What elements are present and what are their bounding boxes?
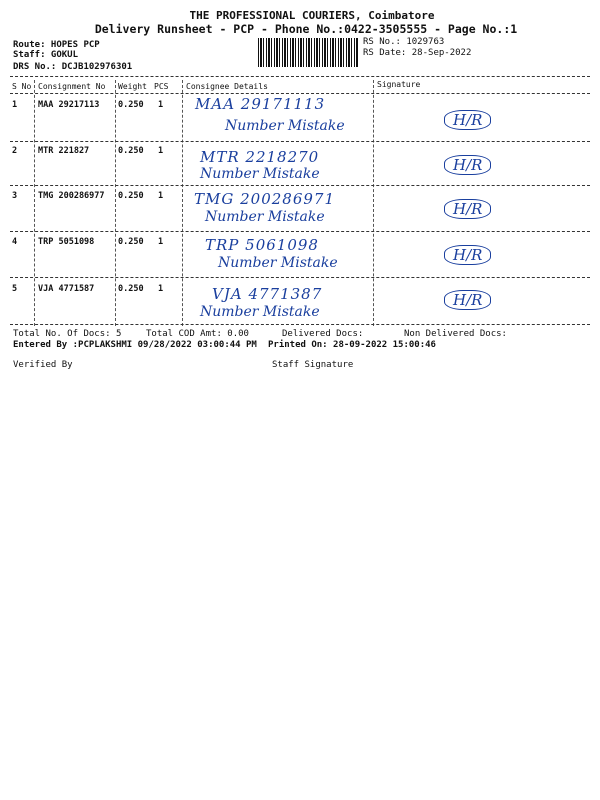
handwritten-remark: Number Mistake bbox=[200, 166, 320, 182]
signature-hr: H/R bbox=[444, 110, 491, 130]
column-separator bbox=[373, 80, 374, 326]
row-sno: 3 bbox=[12, 191, 18, 201]
row-consignment: TMG 200286977 bbox=[38, 191, 105, 201]
company-title: THE PROFESSIONAL COURIERS, Coimbatore bbox=[189, 9, 435, 22]
row-consignment: MTR 221827 bbox=[38, 146, 90, 156]
row-rule bbox=[10, 277, 590, 278]
non-delivered-docs: Non Delivered Docs: bbox=[404, 329, 507, 339]
signature-hr: H/R bbox=[444, 290, 491, 310]
row-pcs: 1 bbox=[158, 191, 164, 201]
delivered-docs: Delivered Docs: bbox=[282, 329, 364, 339]
handwritten-remark: Number Mistake bbox=[225, 118, 345, 134]
col-sno-header: S No bbox=[12, 82, 32, 91]
runsheet-title: Delivery Runsheet - PCP - Phone No.:0422-3505555 - Page No.:1 bbox=[94, 22, 518, 36]
row-pcs: 1 bbox=[158, 100, 164, 110]
col-signature-header: Signature bbox=[377, 80, 421, 89]
staff-signature: Staff Signature bbox=[272, 360, 354, 370]
row-sno: 5 bbox=[12, 284, 18, 294]
total-cod: Total COD Amt: 0.00 bbox=[146, 329, 249, 339]
column-separator bbox=[182, 80, 183, 326]
row-sno: 4 bbox=[12, 237, 18, 247]
total-docs: Total No. Of Docs: 5 bbox=[13, 329, 122, 339]
col-weight-header: Weight bbox=[118, 82, 147, 91]
header-rule bbox=[10, 93, 590, 94]
handwritten-number: VJA 4771387 bbox=[212, 285, 323, 303]
row-consignment: TRP 5051098 bbox=[38, 237, 95, 247]
rs-date: RS Date: 28-Sep-2022 bbox=[363, 48, 472, 58]
row-consignment: VJA 4771587 bbox=[38, 284, 95, 294]
signature-hr: H/R bbox=[444, 199, 491, 219]
column-separator bbox=[34, 80, 35, 326]
handwritten-remark: Number Mistake bbox=[200, 304, 320, 320]
row-pcs: 1 bbox=[158, 146, 164, 156]
column-separator bbox=[115, 80, 116, 326]
staff-label: Staff: GOKUL bbox=[13, 50, 79, 60]
table-top-rule bbox=[10, 76, 590, 77]
row-weight: 0.250 bbox=[118, 237, 144, 247]
table-bottom-rule bbox=[10, 324, 590, 325]
verified-by: Verified By bbox=[13, 360, 73, 370]
handwritten-number: TMG 200286971 bbox=[194, 190, 336, 208]
row-weight: 0.250 bbox=[118, 284, 144, 294]
row-consignment: MAA 29217113 bbox=[38, 100, 100, 110]
handwritten-number: TRP 5061098 bbox=[205, 236, 319, 254]
signature-hr: H/R bbox=[444, 245, 491, 265]
row-rule bbox=[10, 231, 590, 232]
handwritten-remark: Number Mistake bbox=[205, 209, 325, 225]
rs-number: RS No.: 1029763 bbox=[363, 37, 445, 47]
entered-by: Entered By :PCPLAKSHMI 09/28/2022 03:00:44 PM bbox=[13, 340, 257, 350]
col-consignee-header: Consignee Details bbox=[186, 82, 268, 91]
row-rule bbox=[10, 185, 590, 186]
handwritten-number: MAA 29171113 bbox=[195, 95, 326, 113]
signature-hr: H/R bbox=[444, 155, 491, 175]
barcode bbox=[258, 38, 358, 67]
row-weight: 0.250 bbox=[118, 191, 144, 201]
row-pcs: 1 bbox=[158, 237, 164, 247]
printed-on: Printed On: 28-09-2022 15:00:46 bbox=[268, 340, 436, 350]
row-sno: 1 bbox=[12, 100, 18, 110]
col-pcs-header: PCS bbox=[154, 82, 169, 91]
handwritten-number: MTR 2218270 bbox=[200, 148, 320, 166]
drs-number: DRS No.: DCJB102976301 bbox=[13, 62, 133, 72]
handwritten-remark: Number Mistake bbox=[218, 255, 338, 271]
col-consignment-header: Consignment No bbox=[38, 82, 106, 91]
row-pcs: 1 bbox=[158, 284, 164, 294]
row-weight: 0.250 bbox=[118, 100, 144, 110]
row-sno: 2 bbox=[12, 146, 18, 156]
row-weight: 0.250 bbox=[118, 146, 144, 156]
row-rule bbox=[10, 141, 590, 142]
route-label: Route: HOPES PCP bbox=[13, 40, 100, 50]
